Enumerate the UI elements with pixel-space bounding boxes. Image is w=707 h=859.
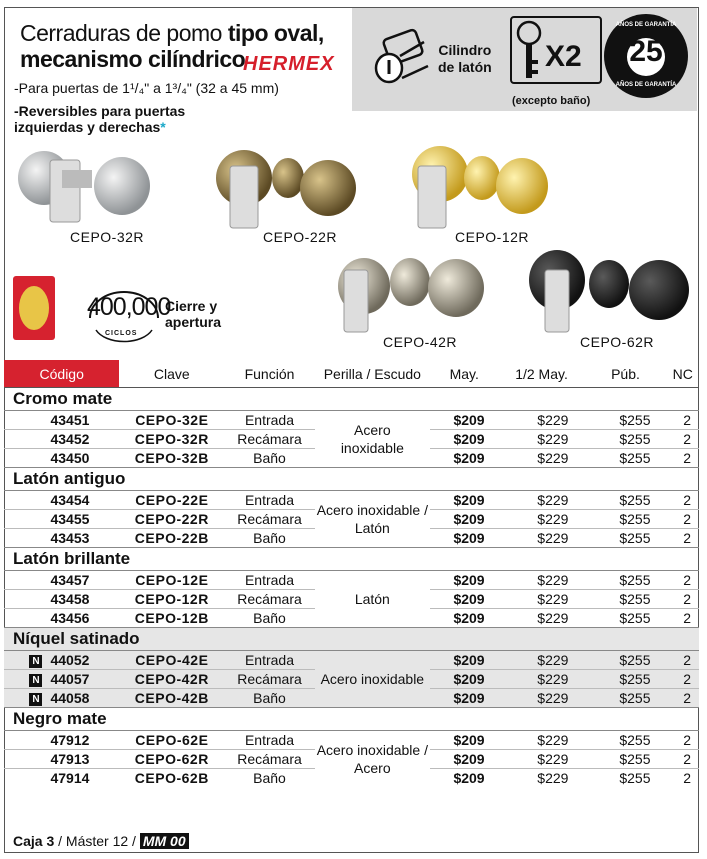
cell-may: $209 (430, 651, 499, 670)
group-row (4, 548, 699, 571)
cell-nc: 2 (667, 571, 699, 590)
product-label-cepo-32r: CEPO-32R (70, 229, 145, 245)
new-badge: N (29, 693, 42, 706)
group-row (4, 468, 699, 491)
cell-clave: CEPO-42B (119, 689, 224, 708)
header-medio-may: 1/2 May. (499, 360, 585, 388)
knob-image-niquel-satinado (330, 240, 490, 334)
material-line: Latón (354, 520, 390, 536)
header-perilla: Perilla / Escudo (315, 360, 430, 388)
master-label: / Máster 12 / (54, 833, 140, 849)
codigo-value: 47914 (50, 770, 90, 786)
table-row (4, 491, 699, 510)
cell-codigo (4, 750, 119, 769)
cycles-unit: CICLOS (105, 330, 138, 337)
cell-pub: $255 (584, 590, 666, 609)
cell-clave: CEPO-22E (119, 491, 224, 510)
cell-funcion: Recámara (224, 750, 315, 769)
cell-funcion: Entrada (224, 651, 315, 670)
cell-clave: CEPO-12E (119, 571, 224, 590)
cell-perilla-escudo (315, 651, 430, 708)
cell-medio-may: $229 (499, 510, 585, 529)
cell-funcion: Entrada (224, 731, 315, 750)
brass-cylinder-icon (372, 28, 434, 88)
table-body (4, 388, 699, 788)
price-table (4, 360, 699, 787)
cell-funcion: Baño (224, 529, 315, 548)
cell-pub: $255 (584, 651, 666, 670)
cell-medio-may: $229 (499, 449, 585, 468)
cell-codigo (4, 529, 119, 548)
cell-medio-may: $229 (499, 651, 585, 670)
brand-logo: HERMEX (243, 53, 335, 75)
cell-clave: CEPO-42R (119, 670, 224, 689)
codigo-value: 44052 (50, 652, 90, 668)
cell-medio-may: $229 (499, 750, 585, 769)
cell-may: $209 (430, 510, 499, 529)
cell-may: $209 (430, 430, 499, 449)
group-title: Cromo mate (4, 388, 699, 411)
cell-codigo (4, 609, 119, 628)
header-clave: Clave (119, 360, 224, 388)
cell-funcion: Baño (224, 449, 315, 468)
cell-nc: 2 (667, 510, 699, 529)
cell-nc: 2 (667, 731, 699, 750)
material-line: Acero inoxidable / (316, 742, 428, 758)
warranty-seal (604, 14, 688, 98)
cell-codigo (4, 411, 119, 430)
cell-clave: CEPO-62E (119, 731, 224, 750)
cell-funcion: Baño (224, 609, 315, 628)
cell-pub: $255 (584, 689, 666, 708)
cell-perilla-escudo (315, 731, 430, 788)
codigo-value: 43456 (50, 610, 90, 626)
cell-nc: 2 (667, 411, 699, 430)
cell-funcion: Entrada (224, 571, 315, 590)
title-bold-2: mecanismo cilíndrico (20, 46, 246, 72)
codigo-value: 44058 (50, 690, 90, 706)
cell-clave: CEPO-32R (119, 430, 224, 449)
header-may: May. (430, 360, 499, 388)
cell-funcion: Recámara (224, 670, 315, 689)
cell-medio-may: $229 (499, 769, 585, 788)
cell-may: $209 (430, 449, 499, 468)
warranty-text-top: AÑOS DE GARANTÍA (615, 22, 677, 28)
table-row (4, 411, 699, 430)
table-row (4, 731, 699, 750)
cell-medio-may: $229 (499, 590, 585, 609)
cell-codigo (4, 510, 119, 529)
cell-codigo (4, 731, 119, 750)
cycles-number: 400,000 (87, 293, 171, 321)
cell-nc: 2 (667, 651, 699, 670)
cell-pub: $255 (584, 449, 666, 468)
cell-may: $209 (430, 529, 499, 548)
codigo-value: 43457 (50, 572, 90, 588)
cylinder-label (438, 42, 492, 76)
cell-pub: $255 (584, 571, 666, 590)
packaging-footer (13, 833, 189, 849)
codigo-value: 43450 (50, 450, 90, 466)
cell-may: $209 (430, 769, 499, 788)
cell-nc: 2 (667, 449, 699, 468)
cell-may: $209 (430, 689, 499, 708)
knob-image-negro-mate (525, 240, 695, 334)
cell-funcion: Recámara (224, 510, 315, 529)
cell-codigo (4, 590, 119, 609)
material-line: Acero (354, 760, 391, 776)
codigo-value: 44057 (50, 671, 90, 687)
group-row (4, 388, 699, 411)
mm-badge: MM 00 (140, 833, 189, 849)
cell-clave: CEPO-22B (119, 529, 224, 548)
cell-nc: 2 (667, 590, 699, 609)
table-row (4, 651, 699, 670)
cell-pub: $255 (584, 529, 666, 548)
cell-clave: CEPO-62R (119, 750, 224, 769)
cell-clave: CEPO-62B (119, 769, 224, 788)
cell-pub: $255 (584, 731, 666, 750)
cell-funcion: Baño (224, 689, 315, 708)
cell-may: $209 (430, 491, 499, 510)
group-row (4, 708, 699, 731)
cell-pub: $255 (584, 430, 666, 449)
package-knob (19, 286, 49, 330)
cell-may: $209 (430, 590, 499, 609)
cell-may: $209 (430, 571, 499, 590)
cell-may: $209 (430, 750, 499, 769)
cell-pub: $255 (584, 510, 666, 529)
cell-codigo (4, 670, 119, 689)
product-label-cepo-22r: CEPO-22R (263, 229, 338, 245)
cell-codigo (4, 430, 119, 449)
codigo-value: 43454 (50, 492, 90, 508)
codigo-value: 43451 (50, 412, 90, 428)
keys-note: (excepto baño) (512, 95, 591, 107)
cell-medio-may: $229 (499, 430, 585, 449)
cell-pub: $255 (584, 670, 666, 689)
door-thickness-note: -Para puertas de 1¹/₄" a 1³/₄" (32 a 45 mm) (14, 80, 279, 96)
cell-pub: $255 (584, 491, 666, 510)
footnote-star: * (160, 119, 166, 135)
warranty-years: 25 (629, 35, 663, 68)
cell-nc: 2 (667, 609, 699, 628)
title-bold-1: tipo oval, (227, 20, 324, 46)
group-title: Níquel satinado (4, 628, 699, 651)
cell-funcion: Recámara (224, 590, 315, 609)
group-title: Latón brillante (4, 548, 699, 571)
cell-clave: CEPO-12B (119, 609, 224, 628)
cell-medio-may: $229 (499, 411, 585, 430)
cell-clave: CEPO-32E (119, 411, 224, 430)
new-badge: N (29, 674, 42, 687)
material-line: Acero inoxidable / (316, 502, 428, 518)
cell-codigo (4, 651, 119, 670)
table-row (4, 571, 699, 590)
product-label-cepo-12r: CEPO-12R (455, 229, 530, 245)
codigo-value: 47912 (50, 732, 90, 748)
group-title: Latón antiguo (4, 468, 699, 491)
cell-codigo (4, 689, 119, 708)
reversible-text: -Reversibles para puertas izquierdas y derechas (14, 103, 186, 135)
knob-image-laton-antiguo (210, 138, 360, 230)
cell-pub: $255 (584, 609, 666, 628)
cycles-label-2: apertura (165, 314, 222, 330)
header-pub: Púb. (584, 360, 666, 388)
cycles-label-1: Cierre y (165, 298, 218, 314)
cell-clave: CEPO-22R (119, 510, 224, 529)
cell-funcion: Recámara (224, 430, 315, 449)
cycles-label (165, 298, 221, 330)
cell-clave: CEPO-32B (119, 449, 224, 468)
key-icon (514, 20, 544, 82)
cell-nc: 2 (667, 750, 699, 769)
codigo-value: 43452 (50, 431, 90, 447)
cell-pub: $255 (584, 750, 666, 769)
cell-nc: 2 (667, 670, 699, 689)
cell-clave: CEPO-12R (119, 590, 224, 609)
product-label-cepo-42r: CEPO-42R (383, 334, 458, 350)
cell-may: $209 (430, 731, 499, 750)
cell-pub: $255 (584, 411, 666, 430)
cell-medio-may: $229 (499, 609, 585, 628)
cell-codigo (4, 491, 119, 510)
product-label-cepo-62r: CEPO-62R (580, 334, 655, 350)
header-nc: NC (667, 360, 699, 388)
cell-medio-may: $229 (499, 670, 585, 689)
cell-perilla-escudo (315, 571, 430, 628)
cell-nc: 2 (667, 529, 699, 548)
cell-funcion: Entrada (224, 411, 315, 430)
cell-medio-may: $229 (499, 529, 585, 548)
header-funcion: Función (224, 360, 315, 388)
cell-may: $209 (430, 609, 499, 628)
material-line: Latón (354, 591, 390, 607)
cell-nc: 2 (667, 430, 699, 449)
cell-perilla-escudo (315, 491, 430, 548)
codigo-value: 43455 (50, 511, 90, 527)
cylinder-label-1: Cilindro (438, 42, 492, 58)
new-badge: N (29, 655, 42, 668)
cell-nc: 2 (667, 769, 699, 788)
group-row (4, 628, 699, 651)
keys-count: X2 (545, 40, 582, 73)
cell-funcion: Baño (224, 769, 315, 788)
cell-codigo (4, 769, 119, 788)
material-line: Acero inoxidable (320, 671, 425, 687)
warranty-text-bottom: AÑOS DE GARANTÍA (615, 82, 677, 88)
cell-may: $209 (430, 670, 499, 689)
knob-image-laton-brillante (400, 138, 550, 230)
cell-medio-may: $229 (499, 571, 585, 590)
codigo-value: 43453 (50, 530, 90, 546)
cell-codigo (4, 571, 119, 590)
table-header-row (4, 360, 699, 388)
cell-codigo (4, 449, 119, 468)
cell-funcion: Entrada (224, 491, 315, 510)
codigo-value: 43458 (50, 591, 90, 607)
cell-pub: $255 (584, 769, 666, 788)
cylinder-label-2: de latón (438, 59, 492, 75)
cell-nc: 2 (667, 491, 699, 510)
title-normal: Cerraduras de pomo (20, 20, 228, 46)
material-line: Acero (354, 422, 391, 438)
cell-medio-may: $229 (499, 491, 585, 510)
group-title: Negro mate (4, 708, 699, 731)
knob-image-cromo-mate (14, 138, 154, 230)
cell-medio-may: $229 (499, 689, 585, 708)
material-line: inoxidable (340, 440, 404, 456)
caja-label: Caja 3 (13, 833, 55, 849)
cell-medio-may: $229 (499, 731, 585, 750)
cell-perilla-escudo (315, 411, 430, 468)
retail-package-image (13, 276, 55, 340)
cell-clave: CEPO-42E (119, 651, 224, 670)
reversible-note (14, 103, 244, 135)
cell-may: $209 (430, 411, 499, 430)
codigo-value: 47913 (50, 751, 90, 767)
cell-nc: 2 (667, 689, 699, 708)
header-codigo: Código (4, 360, 119, 388)
